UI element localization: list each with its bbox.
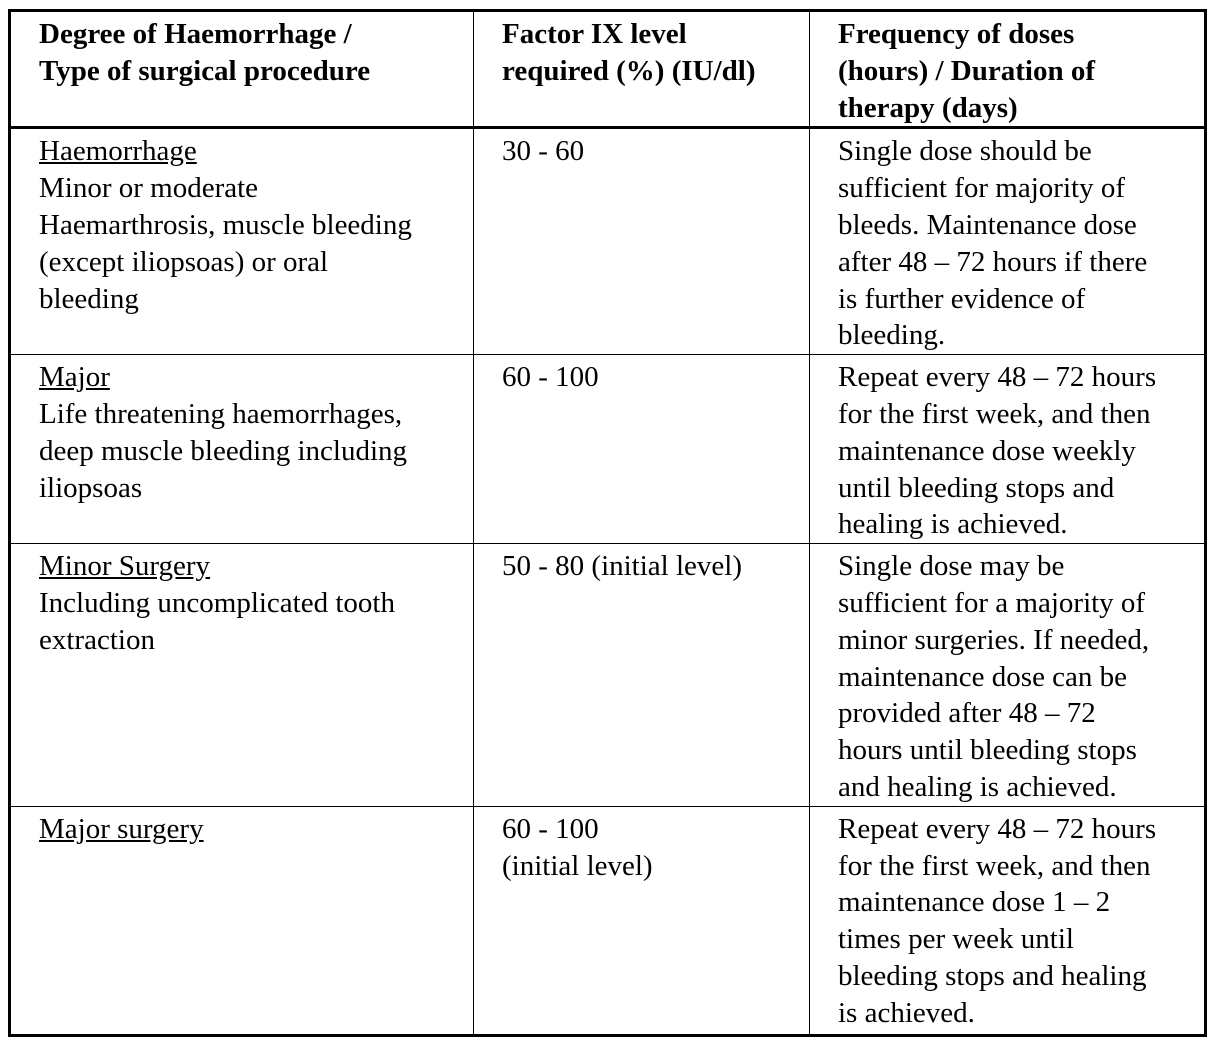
- header-line: therapy (days): [838, 91, 1018, 124]
- description-line: iliopsoas: [39, 471, 143, 504]
- frequency-line: bleeding.: [838, 319, 946, 352]
- level-line: 50 - 80 (initial level): [502, 550, 742, 583]
- table-row: [10, 128, 1206, 355]
- degree-cell: [10, 544, 474, 807]
- header-line: required (%) (IU/dl): [502, 54, 756, 87]
- header-frequency-duration: [810, 11, 1206, 128]
- category-label: Haemorrhage: [39, 135, 197, 168]
- frequency-cell: [810, 806, 1206, 1035]
- description-line: deep muscle bleeding including: [39, 434, 408, 467]
- frequency-line: for the first week, and then: [838, 397, 1151, 430]
- frequency-line: and healing is achieved.: [838, 770, 1117, 803]
- frequency-line: is further evidence of: [838, 282, 1086, 315]
- frequency-line: minor surgeries. If needed,: [838, 623, 1150, 656]
- category-label: Major surgery: [39, 812, 204, 845]
- description-line: extraction: [39, 623, 155, 656]
- level-cell: [474, 806, 810, 1035]
- degree-cell: [10, 806, 474, 1035]
- header-line: (hours) / Duration of: [838, 54, 1095, 87]
- frequency-line: maintenance dose weekly: [838, 434, 1136, 467]
- description-line: Including uncomplicated tooth: [39, 586, 395, 619]
- description-line: (except iliopsoas) or oral: [39, 245, 329, 278]
- frequency-line: after 48 – 72 hours if there: [838, 245, 1148, 278]
- degree-cell: [10, 128, 474, 355]
- table-row: [10, 544, 1206, 807]
- header-factor-level: [474, 11, 810, 128]
- frequency-line: hours until bleeding stops: [838, 734, 1137, 767]
- header-line: Degree of Haemorrhage /: [39, 18, 352, 50]
- table-header-row: [10, 11, 1206, 128]
- frequency-cell: [810, 544, 1206, 807]
- header-degree-type: [10, 11, 474, 128]
- factor-ix-dosing-table: [8, 9, 1207, 1037]
- description-line: bleeding: [39, 282, 139, 315]
- header-line: Type of surgical procedure: [39, 54, 371, 87]
- header-line: Frequency of doses: [838, 18, 1075, 50]
- category-label: Major: [39, 361, 110, 394]
- level-cell: [474, 355, 810, 544]
- frequency-line: provided after 48 – 72: [838, 697, 1096, 730]
- frequency-line: bleeds. Maintenance dose: [838, 208, 1137, 241]
- frequency-line: bleeding stops and healing: [838, 959, 1147, 992]
- level-line: 60 - 100: [502, 361, 599, 394]
- category-label: Minor Surgery: [39, 550, 211, 583]
- table-row: [10, 806, 1206, 1035]
- table-row: [10, 355, 1206, 544]
- frequency-line: is achieved.: [838, 996, 975, 1029]
- frequency-line: Single dose should be: [838, 135, 1092, 168]
- frequency-line: maintenance dose can be: [838, 660, 1128, 693]
- frequency-line: Repeat every 48 – 72 hours: [838, 812, 1157, 845]
- frequency-line: sufficient for majority of: [838, 172, 1125, 205]
- frequency-line: times per week until: [838, 923, 1074, 956]
- level-line: (initial level): [502, 849, 653, 882]
- frequency-line: maintenance dose 1 – 2: [838, 886, 1111, 919]
- level-cell: [474, 128, 810, 355]
- frequency-line: until bleeding stops and: [838, 471, 1115, 504]
- level-line: 60 - 100: [502, 812, 599, 845]
- frequency-line: sufficient for a majority of: [838, 586, 1146, 619]
- description-line: Minor or moderate: [39, 172, 259, 205]
- level-cell: [474, 544, 810, 807]
- frequency-line: for the first week, and then: [838, 849, 1151, 882]
- frequency-line: Single dose may be: [838, 550, 1065, 583]
- frequency-cell: [810, 128, 1206, 355]
- level-line: 30 - 60: [502, 135, 585, 168]
- frequency-line: healing is achieved.: [838, 508, 1068, 541]
- description-line: Life threatening haemorrhages,: [39, 397, 403, 430]
- frequency-line: Repeat every 48 – 72 hours: [838, 361, 1157, 394]
- degree-cell: [10, 355, 474, 544]
- description-line: Haemarthrosis, muscle bleeding: [39, 208, 412, 241]
- header-line: Factor IX level: [502, 18, 687, 50]
- frequency-cell: [810, 355, 1206, 544]
